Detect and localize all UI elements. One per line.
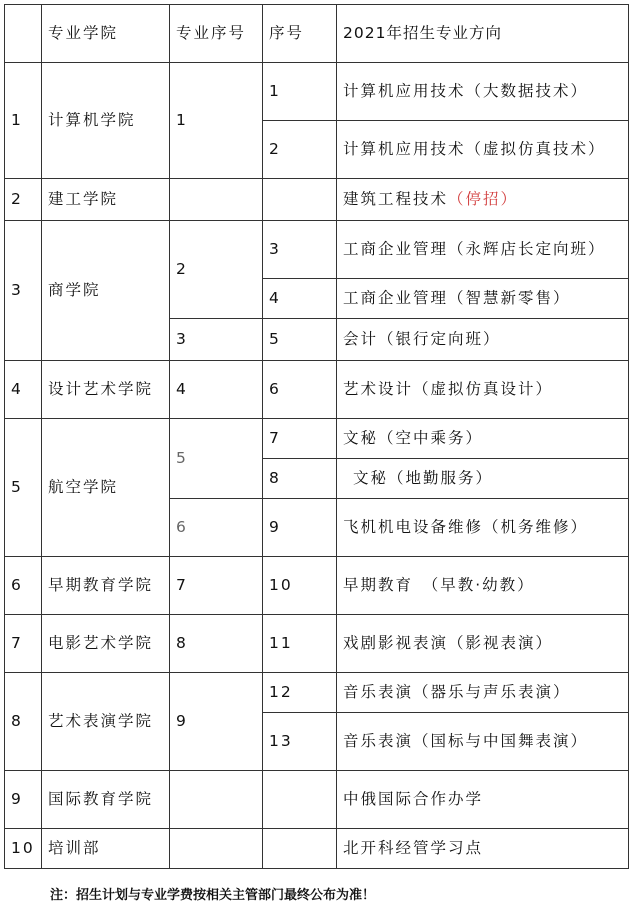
table-row [5,557,629,615]
major-number: 3 [170,319,263,361]
seq-number [263,179,337,221]
major-number [170,179,263,221]
seq-number: 7 [263,419,337,459]
college-name: 早期教育学院 [42,557,170,615]
college-name: 商学院 [42,221,170,361]
table-row [5,673,629,713]
college-name: 计算机学院 [42,63,170,179]
direction-text: 建筑工程技术 [343,190,449,208]
direction-text: 中俄国际合作办学 [337,771,629,829]
college-name: 国际教育学院 [42,771,170,829]
header-major-no: 专业序号 [170,5,263,63]
direction-text: 音乐表演（国标与中国舞表演） [337,713,629,771]
header-direction: 2021年招生专业方向 [337,5,629,63]
header-seq: 序号 [263,5,337,63]
seq-number: 13 [263,713,337,771]
college-name: 设计艺术学院 [42,361,170,419]
seq-number: 6 [263,361,337,419]
direction-text: 飞机机电设备维修（机务维修） [337,499,629,557]
college-name: 培训部 [42,829,170,869]
college-name: 电影艺术学院 [42,615,170,673]
major-number: 5 [170,419,263,499]
row-index: 2 [5,179,42,221]
seq-number [263,829,337,869]
direction-text: 艺术设计（虚拟仿真设计） [337,361,629,419]
enrollment-table [4,4,629,869]
row-index: 4 [5,361,42,419]
college-name: 建工学院 [42,179,170,221]
direction-text: 计算机应用技术（大数据技术） [337,63,629,121]
table-row [5,829,629,869]
major-number: 6 [170,499,263,557]
seq-number: 1 [263,63,337,121]
footnote: 注：招生计划与专业学费按相关主管部门最终公布为准！ [50,888,376,903]
direction-text: 戏剧影视表演（影视表演） [337,615,629,673]
major-number: 9 [170,673,263,771]
major-number: 2 [170,221,263,319]
table-row [5,63,629,121]
table-row [5,361,629,419]
seq-number: 11 [263,615,337,673]
direction-text: 音乐表演（器乐与声乐表演） [337,673,629,713]
table-row [5,419,629,459]
stopped-note: （停招） [448,190,519,208]
direction-text: 工商企业管理（永辉店长定向班） [337,221,629,279]
major-number: 4 [170,361,263,419]
major-number: 7 [170,557,263,615]
direction-text: 文秘（地勤服务） [337,459,629,499]
major-number: 8 [170,615,263,673]
table-row [5,771,629,829]
seq-number: 3 [263,221,337,279]
college-name: 航空学院 [42,419,170,557]
row-index: 10 [5,829,42,869]
seq-number: 2 [263,121,337,179]
seq-number: 4 [263,279,337,319]
row-index: 5 [5,419,42,557]
seq-number: 9 [263,499,337,557]
major-number [170,829,263,869]
row-index: 9 [5,771,42,829]
direction-text: 北开科经管学习点 [337,829,629,869]
row-index: 7 [5,615,42,673]
direction-text: 会计（银行定向班） [337,319,629,361]
table-row [5,179,629,221]
seq-number: 8 [263,459,337,499]
seq-number: 12 [263,673,337,713]
college-name: 艺术表演学院 [42,673,170,771]
header-index [5,5,42,63]
seq-number: 5 [263,319,337,361]
direction-text: 工商企业管理（智慧新零售） [337,279,629,319]
table-row [5,221,629,279]
seq-number: 10 [263,557,337,615]
seq-number [263,771,337,829]
major-number [170,771,263,829]
direction-text: 早期教育 （早教·幼教） [337,557,629,615]
header-college: 专业学院 [42,5,170,63]
row-index: 1 [5,63,42,179]
header-row [5,5,629,63]
direction-text: 计算机应用技术（虚拟仿真技术） [337,121,629,179]
row-index: 8 [5,673,42,771]
direction-cell [337,179,629,221]
direction-text: 文秘（空中乘务） [337,419,629,459]
row-index: 3 [5,221,42,361]
row-index: 6 [5,557,42,615]
major-number: 1 [170,63,263,179]
table-row [5,615,629,673]
